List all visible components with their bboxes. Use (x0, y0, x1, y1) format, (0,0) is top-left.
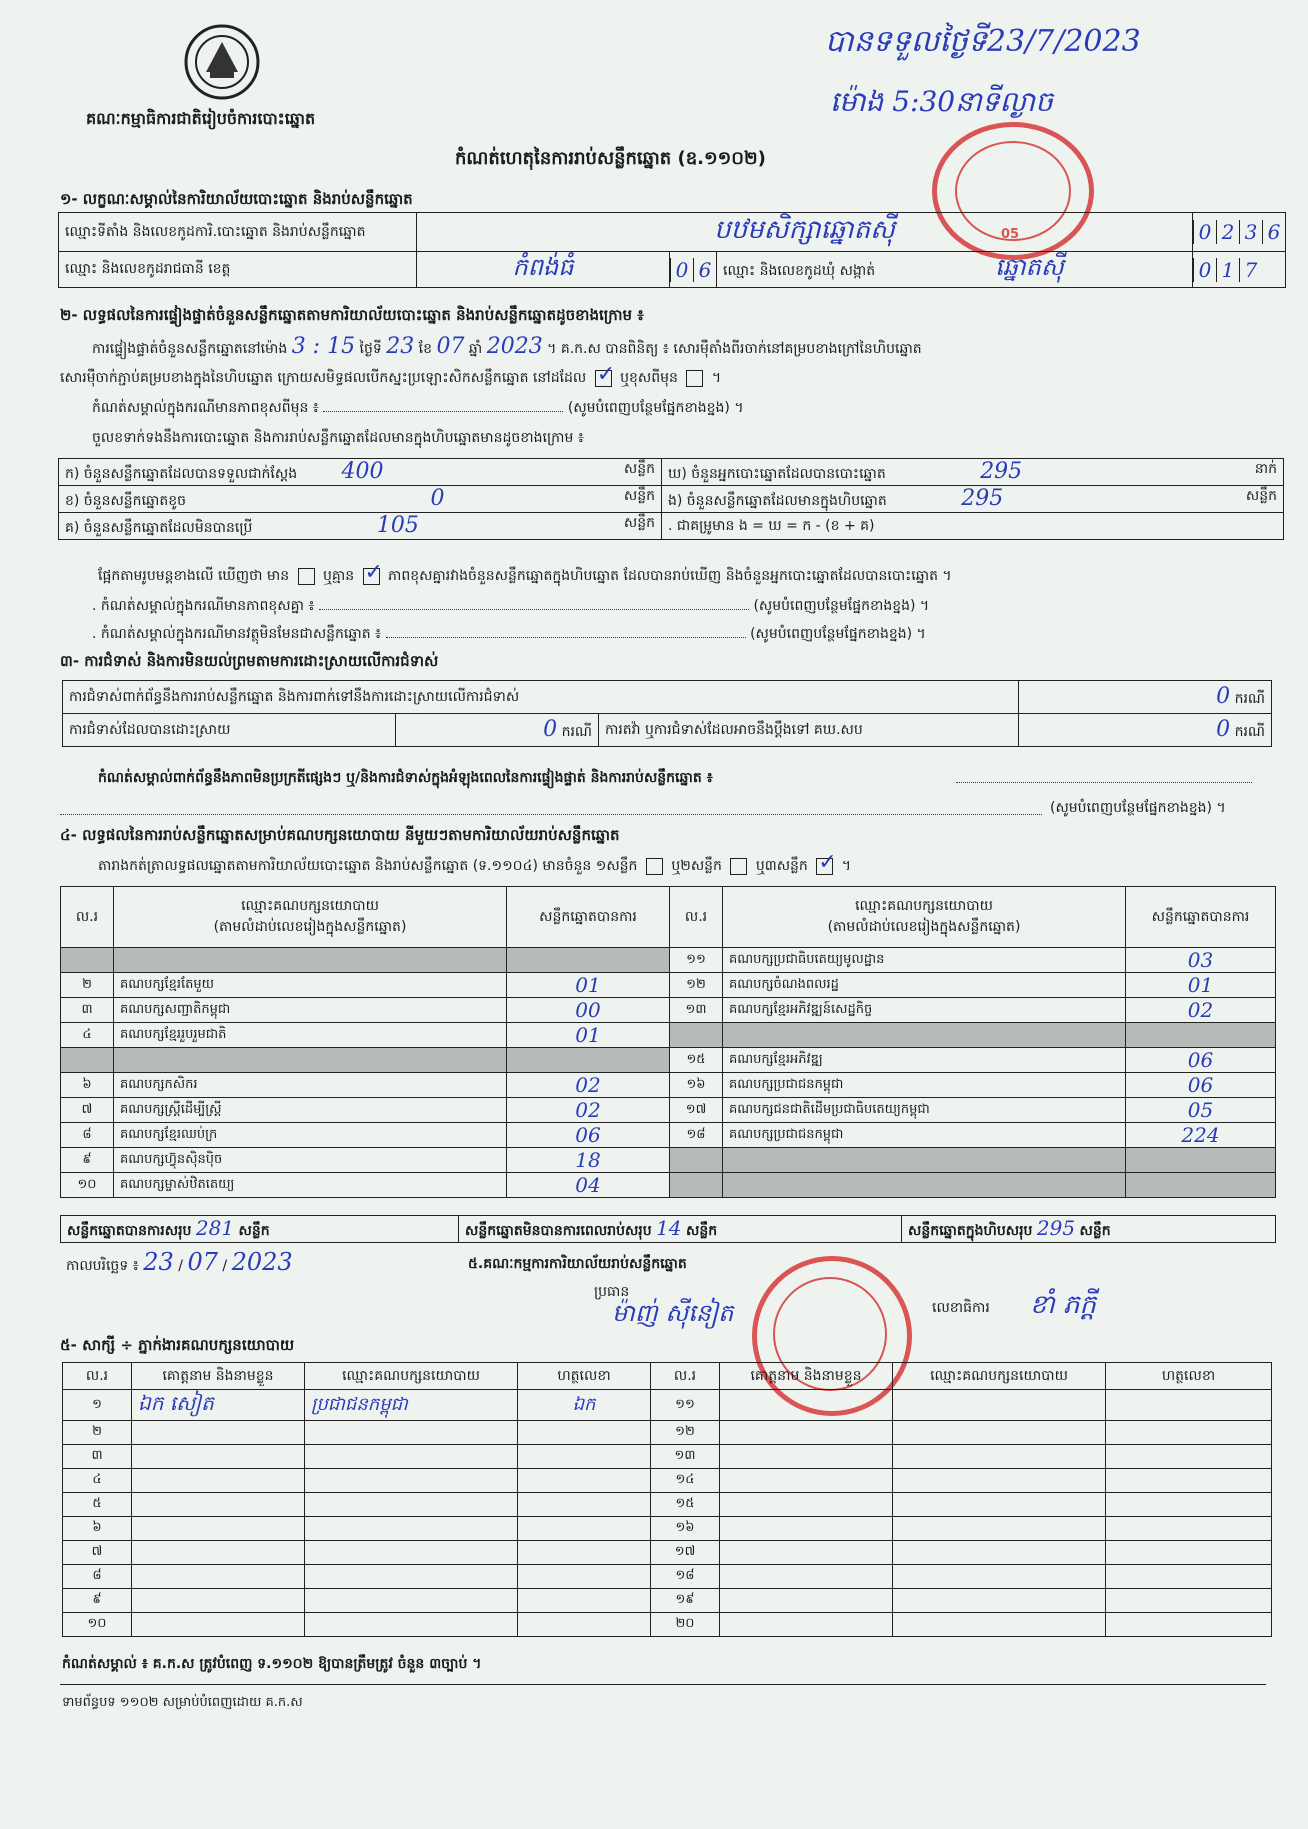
left-no-cell: ៨ (61, 1123, 114, 1148)
counts-table (58, 458, 1284, 540)
witness-name-left (132, 1445, 305, 1469)
witness-party-left (305, 1589, 518, 1613)
witness-name-right (720, 1421, 893, 1445)
objection-row2-value: 0 ករណី (396, 714, 599, 747)
left-votes-cell: 01 (507, 973, 670, 998)
right-votes-cell: 06 (1126, 1048, 1276, 1073)
witness-col-name-left: គោត្តនាម និងនាមខ្លួន (132, 1363, 305, 1390)
witness-party-left (305, 1493, 518, 1517)
witness-no-right: ១៥ (651, 1493, 720, 1517)
results-row (61, 1123, 1276, 1148)
witness-sign-right (1106, 1445, 1272, 1469)
commune-value: ឆ្នោតស៊ី (995, 253, 1064, 281)
witness-sign-left: ឯក (518, 1390, 651, 1421)
section1-title: ១- លក្ខណៈសម្គាល់នៃការិយាល័យបោះឆ្នោត និងរាប់សន្លឹកឆ្នោត (60, 190, 413, 208)
seal-check-line: សោរម៉ឺចាក់ភ្ជាប់គម្របខាងក្នុងនៃហិបឆ្នោត ក្រោយសមិទ្ធផលបើកស្នះប្រឡោះសិកសន្លឹកឆ្នោត នៅដដែល ✓ ឬខុសពីមុន ។ (60, 368, 721, 389)
results-row (61, 1023, 1276, 1048)
left-no-cell: ៦ (61, 1073, 114, 1098)
left-party-cell: គណបក្សស្រ្តីដើម្បីស្ត្រី (114, 1098, 507, 1123)
right-no-cell: ១២ (670, 973, 723, 998)
witness-row (63, 1390, 1272, 1421)
witness-col-name-right: គោត្តនាម និងនាមខ្លួន (720, 1363, 893, 1390)
witness-no-left: ៧ (63, 1541, 132, 1565)
right-no-cell (670, 1023, 723, 1048)
footer-note: កំណត់សម្គាល់ ៖ គ.ក.ស ត្រូវបំពេញ ទ.១១០២ ឱ្យបានត្រឹមត្រូវ ចំនួន ៣ច្បាប់ ។ (62, 1656, 482, 1672)
col-votes-right: សន្លឹកឆ្នោតបានការ (1126, 887, 1276, 948)
results-row (61, 973, 1276, 998)
valid-total: សន្លឹកឆ្នោតបានការសរុប 281 សន្លឹក (61, 1216, 459, 1243)
witness-no-left: ៨ (63, 1565, 132, 1589)
witness-row (63, 1565, 1272, 1589)
left-votes-cell: 02 (507, 1073, 670, 1098)
witness-party-right (893, 1613, 1106, 1637)
count-row-d: ឃ) ចំនួនអ្នកបោះឆ្នោតដែលបានបោះឆ្នោត 295 នាក់ (662, 459, 1284, 486)
right-votes-cell (1126, 1023, 1276, 1048)
objection-row1-label: ការជំទាស់ពាក់ព័ន្ធនឹងការរាប់សន្លឹកឆ្នោត និងការពាក់ទៅនឹងការដោះស្រាយលើការជំទាស់ (63, 681, 1019, 714)
results-table (60, 886, 1276, 1198)
commune-label: ឈ្មោះ និងលេខកូដឃុំ សង្កាត់ (723, 263, 876, 279)
witness-party-left (305, 1421, 518, 1445)
witness-name-right (720, 1493, 893, 1517)
left-no-cell: ៣ (61, 998, 114, 1023)
left-party-cell: គណបក្សកសិករ (114, 1073, 507, 1098)
verify-time: 3 : 15 (291, 334, 356, 359)
witness-name-left (132, 1613, 305, 1637)
witness-party-right (893, 1445, 1106, 1469)
witness-no-left: ២ (63, 1421, 132, 1445)
witness-party-right (893, 1517, 1106, 1541)
witness-no-left: ៥ (63, 1493, 132, 1517)
witness-sign-right (1106, 1493, 1272, 1517)
witness-party-left: ប្រជាជនកម្ពុជា (305, 1390, 518, 1421)
secretary-signature: ខាំ ភក្តី (1030, 1290, 1097, 1320)
right-party-cell (723, 1148, 1126, 1173)
count-row-b: ខ) ចំនួនសន្លឹកឆ្នោតខូច 0 សន្លឹក (59, 486, 662, 513)
right-party-cell: គណបក្សចំណងពលរដ្ឋ (723, 973, 1126, 998)
verify-line: ការផ្ទៀងផ្ទាត់ចំនួនសន្លឹកឆ្នោតនៅម៉ោង 3 : 15 ថ្ងៃទី 23 ខែ 07 ឆ្នាំ 2023 ។ គ.ក.ស បានពិនិត្យ ៖ សោរម៉ឺតាំងពីរចាក់នៅគម្របខាងក្រៅនៃហិបឆ្នោត (92, 334, 922, 359)
witness-sign-right (1106, 1565, 1272, 1589)
left-votes-cell: 01 (507, 1023, 670, 1048)
witness-no-right: ១៦ (651, 1517, 720, 1541)
three-sheets-checkbox[interactable] (816, 858, 833, 875)
right-votes-cell (1126, 1148, 1276, 1173)
witness-no-right: ១២ (651, 1421, 720, 1445)
footer-form-ref: ទាមព័ន្ធបទ ១១០២ សម្រាប់បំពេញដោយ គ.ក.ស (62, 1695, 303, 1710)
witness-sign-right (1106, 1421, 1272, 1445)
witness-party-left (305, 1541, 518, 1565)
objections-table (62, 680, 1272, 747)
right-no-cell (670, 1173, 723, 1198)
witness-name-right (720, 1517, 893, 1541)
witness-name-left (132, 1589, 305, 1613)
commune-code: 0 1 7 (1193, 252, 1286, 288)
witness-sign-right (1106, 1589, 1272, 1613)
witness-sign-right (1106, 1517, 1272, 1541)
witness-name-right (720, 1469, 893, 1493)
witness-sign-right (1106, 1390, 1272, 1421)
received-note-line1: បានទទួលថ្ងៃទី23/7/2023 (825, 24, 1141, 59)
witness-sign-right (1106, 1613, 1272, 1637)
witness-sign-left (518, 1445, 651, 1469)
witness-name-left (132, 1469, 305, 1493)
witness-party-right (893, 1469, 1106, 1493)
witness-row (63, 1517, 1272, 1541)
witness-row (63, 1541, 1272, 1565)
secretary-label: លេខាធិការ (932, 1300, 990, 1316)
left-party-cell: គណបក្សខ្មែរតែមួយ (114, 973, 507, 998)
witness-col-party-left: ឈ្មោះគណបក្សនយោបាយ (305, 1363, 518, 1390)
count-row-e: ង) ចំនួនសន្លឹកឆ្នោតដែលមានក្នុងហិបឆ្នោត 295 សន្លឹក (662, 486, 1284, 513)
witness-row (63, 1613, 1272, 1637)
left-votes-cell: 02 (507, 1098, 670, 1123)
witness-row (63, 1589, 1272, 1613)
witness-sign-left (518, 1517, 651, 1541)
counting-committee-label: ៥.គណៈកម្មការការិយាល័យរាប់សន្លឹកឆ្នោត (468, 1256, 687, 1272)
witness-sign-left (518, 1565, 651, 1589)
form-title: កំណត់ហេតុនៃការរាប់សន្លឹកឆ្នោត (ឧ.១១០២) (455, 148, 766, 169)
witness-party-right (893, 1541, 1106, 1565)
witness-no-left: ៣ (63, 1445, 132, 1469)
right-party-cell: គណបក្សប្រជាជនកម្ពុជា (723, 1123, 1126, 1148)
objection-note-dots (956, 782, 1252, 783)
left-votes-cell (507, 948, 670, 973)
left-votes-cell (507, 1048, 670, 1073)
results-row (61, 1173, 1276, 1198)
witness-sign-left (518, 1421, 651, 1445)
witness-name-right (720, 1613, 893, 1637)
witness-party-left (305, 1613, 518, 1637)
counts-intro: ចួលខទាក់ទងនឹងការបោះឆ្នោត និងការរាប់សន្លឹកឆ្នោតដែលមានក្នុងហិបឆ្នោតមានដូចខាងក្រោម ៖ (92, 430, 584, 446)
results-row (61, 948, 1276, 973)
col-party-right: ឈ្មោះគណបក្សនយោបាយ (តាមលំដាប់លេខរៀងក្នុងសន្លឹកឆ្នោត) (723, 887, 1126, 948)
province-code: 0 6 (670, 252, 717, 288)
witness-no-right: ១៩ (651, 1589, 720, 1613)
right-no-cell: ១៥ (670, 1048, 723, 1073)
station-value: បឋមសិក្សាឆ្នោតស៊ី (417, 213, 1193, 252)
witness-no-left: ៦ (63, 1517, 132, 1541)
results-row (61, 998, 1276, 1023)
difference-yes-checkbox[interactable] (298, 568, 315, 585)
witness-name-left (132, 1493, 305, 1517)
all-total: សន្លឹកឆ្នោតក្នុងហិបសរុប 295 សន្លឹក (902, 1216, 1276, 1243)
col-no-right: ល.រ (670, 887, 723, 948)
left-votes-cell: 04 (507, 1173, 670, 1198)
witness-col-sign-left: ហត្ថលេខា (518, 1363, 651, 1390)
station-label: ឈ្មោះទីតាំង និងលេខកូដការិ.បោះឆ្នោត និងរាប់សន្លឹកឆ្នោត (59, 213, 417, 252)
right-no-cell: ១៧ (670, 1098, 723, 1123)
left-no-cell (61, 1048, 114, 1073)
one-sheet-checkbox[interactable] (646, 858, 663, 875)
right-party-cell: គណបក្សជនជាតិដើមប្រជាធិបតេយ្យកម្ពុជា (723, 1098, 1126, 1123)
committee-name: គណៈកម្មាធិការជាតិរៀបចំការបោះឆ្នោត (86, 109, 316, 128)
totals-table (60, 1215, 1276, 1243)
witness-party-right (893, 1565, 1106, 1589)
witness-party-left (305, 1445, 518, 1469)
left-votes-cell: 00 (507, 998, 670, 1023)
count-row-c: គ) ចំនួនសន្លឹកឆ្នោតដែលមិនបានប្រើ 105 សន្លឹក (59, 513, 662, 540)
formula-cell: . ជាគម្រូមាន ង = ឃ = ក - (ខ + គ) (662, 513, 1284, 540)
witness-sign-left (518, 1613, 651, 1637)
two-sheets-checkbox[interactable] (730, 858, 747, 875)
witness-sign-right (1106, 1541, 1272, 1565)
left-no-cell: ២ (61, 973, 114, 998)
witness-no-right: ១៣ (651, 1445, 720, 1469)
witness-name-right (720, 1541, 893, 1565)
witness-table (62, 1362, 1272, 1637)
difference-no-checkbox[interactable] (363, 568, 380, 585)
section3-title: ៣- ការជំទាស់ និងការមិនយល់ព្រមតាមការដោះស្រាយលើការជំទាស់ (60, 652, 439, 670)
province-label: ឈ្មោះ និងលេខកូដរាជធានី ខេត្ត (59, 252, 417, 288)
witness-sign-left (518, 1589, 651, 1613)
difference-check-line: ផ្អែកតាមរូបមន្តខាងលើ ឃើញថា មាន ឬគ្មាន ✓ ភាពខុសគ្នារវាងចំនួនសន្លឹកឆ្នោតក្នុងហិបឆ្នោត ដែលបានរាប់ឃើញ និងចំនួនអ្នកបោះឆ្នោតដែលបានបោះឆ្នោត ។ (98, 566, 952, 587)
witness-party-right (893, 1390, 1106, 1421)
witness-col-sign-right: ហត្ថលេខា (1106, 1363, 1272, 1390)
left-votes-cell: 06 (507, 1123, 670, 1148)
right-party-cell: គណបក្សខ្មែរអភិវឌ្ឍន៍សេដ្ឋកិច្ច (723, 998, 1126, 1023)
objection-row2b-label: ការតវ៉ា ឬការជំទាស់ដែលអាចនឹងប្តឹងទៅ គឃ.សប (599, 714, 1019, 747)
left-party-cell: គណបក្សហ៊្វុនស៊ិនប៉ិច (114, 1148, 507, 1173)
witness-no-right: ១៧ (651, 1541, 720, 1565)
right-party-cell: គណបក្សប្រជាជនកម្ពុជា (723, 1073, 1126, 1098)
results-row (61, 1073, 1276, 1098)
right-no-cell: ១៨ (670, 1123, 723, 1148)
witness-no-right: ១១ (651, 1390, 720, 1421)
right-no-cell (670, 1148, 723, 1173)
witness-col-no-right: ល.រ (651, 1363, 720, 1390)
right-party-cell: គណបក្សប្រជាធិបតេយ្យមូលដ្ឋាន (723, 948, 1126, 973)
witness-sign-left (518, 1469, 651, 1493)
station-info-table (58, 212, 1286, 288)
col-no-left: ល.រ (61, 887, 114, 948)
results-row (61, 1148, 1276, 1173)
committee-emblem-icon (182, 22, 262, 102)
witness-sign-left (518, 1493, 651, 1517)
left-party-cell (114, 1048, 507, 1073)
witness-no-left: ៤ (63, 1469, 132, 1493)
witness-name-left (132, 1517, 305, 1541)
witness-row (63, 1445, 1272, 1469)
witness-row (63, 1469, 1272, 1493)
left-party-cell: គណបក្សខ្មែរឈប់ក្រ (114, 1123, 507, 1148)
witness-name-left (132, 1421, 305, 1445)
col-votes-left: សន្លឹកឆ្នោតបានការ (507, 887, 670, 948)
witness-name-right (720, 1565, 893, 1589)
right-votes-cell: 224 (1126, 1123, 1276, 1148)
note-foreign-objects: . កំណត់សម្គាល់ក្នុងករណីមានវត្ថុមិនមែនជាសន្លឹកឆ្នោត ៖ (សូមបំពេញបន្ថែមផ្នែកខាងខ្នង) ។ (92, 626, 926, 642)
results-row (61, 1098, 1276, 1123)
left-no-cell (61, 948, 114, 973)
objection-note-dots2 (60, 814, 1042, 815)
left-no-cell: ៩ (61, 1148, 114, 1173)
witness-name-left (132, 1541, 305, 1565)
objection-row2b-value: 0 ករណី (1019, 714, 1272, 747)
witness-col-no-left: ល.រ (63, 1363, 132, 1390)
left-party-cell: គណបក្សម្ចាស់ឋិតតេយ្យ (114, 1173, 507, 1198)
station-code: 0 2 3 6 (1193, 213, 1286, 252)
right-no-cell: ១៣ (670, 998, 723, 1023)
left-votes-cell: 18 (507, 1148, 670, 1173)
left-no-cell: ១០ (61, 1173, 114, 1198)
province-value: កំពង់ធំ (417, 252, 670, 288)
witness-no-left: ៩ (63, 1589, 132, 1613)
chair-label: ប្រធាន (594, 1284, 630, 1300)
objection-note: កំណត់សម្គាល់ពាក់ព័ន្ធនឹងភាពមិនប្រក្រតីផ្សេងៗ ឬ/និងការជំទាស់ក្នុងអំឡុងពេលនៃការផ្ទៀងផ្ទាត់ និងការរាប់សន្លឹកឆ្នោត ៖ (98, 770, 713, 786)
seal-intact-checkbox[interactable] (595, 370, 612, 387)
footer-rule (60, 1684, 1266, 1685)
right-no-cell: ១១ (670, 948, 723, 973)
witness-party-right (893, 1589, 1106, 1613)
right-party-cell: គណបក្សខ្មែរអភិវឌ្ឍ (723, 1048, 1126, 1073)
results-row (61, 1048, 1276, 1073)
witness-name-right (720, 1445, 893, 1469)
right-votes-cell (1126, 1173, 1276, 1198)
objection-row1-value: 0 ករណី (1019, 681, 1272, 714)
left-party-cell (114, 948, 507, 973)
right-votes-cell: 02 (1126, 998, 1276, 1023)
witness-sign-left (518, 1541, 651, 1565)
right-votes-cell: 06 (1126, 1073, 1276, 1098)
witness-name-right (720, 1390, 893, 1421)
received-note-line2: ម៉ោង 5:30នាទីល្ងាច (830, 85, 1053, 118)
note-difference: . កំណត់សម្គាល់ក្នុងករណីមានភាពខុសគ្នា ៖ (សូមបំពេញបន្ថែមផ្នែកខាងខ្នង) ។ (92, 598, 930, 614)
stamp-number: 05 (1001, 227, 1020, 242)
right-votes-cell: 03 (1126, 948, 1276, 973)
witness-row (63, 1493, 1272, 1517)
left-party-cell: គណបក្សខ្មែររួបរួមជាតិ (114, 1023, 507, 1048)
left-no-cell: ៧ (61, 1098, 114, 1123)
col-party-left: ឈ្មោះគណបក្សនយោបាយ (តាមលំដាប់លេខរៀងក្នុងសន្លឹកឆ្នោត) (114, 887, 507, 948)
section4-title: ៤- លទ្ធផលនៃការរាប់សន្លឹកឆ្នោតសម្រាប់គណបក្សនយោបាយ នីមួយៗតាមការិយាល័យរាប់សន្លឹកឆ្នោត (60, 826, 620, 844)
witness-col-party-right: ឈ្មោះគណបក្សនយោបាយ (893, 1363, 1106, 1390)
witness-row (63, 1421, 1272, 1445)
objection-row2-label: ការជំទាស់ដែលបានដោះស្រាយ (63, 714, 396, 747)
seal-damaged-checkbox[interactable] (686, 370, 703, 387)
right-party-cell (723, 1173, 1126, 1198)
objection-fill-back: (សូមបំពេញបន្ថែមផ្នែកខាងខ្នង) ។ (1050, 800, 1226, 816)
witness-no-right: ១៤ (651, 1469, 720, 1493)
witness-sign-right (1106, 1469, 1272, 1493)
witness-name-right (720, 1589, 893, 1613)
witness-party-right (893, 1421, 1106, 1445)
witness-no-left: ១ (63, 1390, 132, 1421)
section2-title: ២- លទ្ធផលនៃការផ្ទៀងផ្ទាត់ចំនួនសន្លឹកឆ្នោតតាមការិយាល័យបោះឆ្នោត និងរាប់សន្លឹកឆ្នោតដូចខាងក្រោម ៖ (60, 306, 644, 324)
attachment-line: តារាងកត់ត្រាលទ្ធផលឆ្នោតតាមការិយាល័យបោះឆ្នោត និងរាប់សន្លឹកឆ្នោត (ទ.១១០៤) មានចំនួន ១សន្លឹក ឬ២សន្លឹក ឬ៣សន្លឹក ✓ ។ (98, 856, 851, 877)
left-party-cell: គណបក្សសញ្ជាតិកម្ពុជា (114, 998, 507, 1023)
right-party-cell (723, 1023, 1126, 1048)
witness-no-left: ១០ (63, 1613, 132, 1637)
date-line: កាលបរិច្ឆេទ ៖ 23 / 07 / 2023 (66, 1248, 293, 1276)
witness-party-left (305, 1565, 518, 1589)
witness-name-left (132, 1565, 305, 1589)
witness-party-left (305, 1469, 518, 1493)
right-votes-cell: 05 (1126, 1098, 1276, 1123)
left-no-cell: ៤ (61, 1023, 114, 1048)
witness-no-right: ២០ (651, 1613, 720, 1637)
section5-title: ៥- សាក្សី ÷ ភ្នាក់ងារគណបក្សនយោបាយ (60, 1336, 295, 1354)
witness-name-left: ឯក សៀត (132, 1390, 305, 1421)
count-row-a: ក) ចំនួនសន្លឹកឆ្នោតដែលបានទទួលជាក់ស្តែង 400 សន្លឹក (59, 459, 662, 486)
right-votes-cell: 01 (1126, 973, 1276, 998)
right-no-cell: ១៦ (670, 1073, 723, 1098)
witness-no-right: ១៨ (651, 1565, 720, 1589)
diff-note-line: កំណត់សម្គាល់ក្នុងករណីមានភាពខុសពីមុន ៖ (សូមបំពេញបន្ថែមផ្នែកខាងខ្នង) ។ (92, 400, 744, 416)
commune-cell (717, 252, 1193, 288)
witness-party-right (893, 1493, 1106, 1517)
invalid-total: សន្លឹកឆ្នោតមិនបានការពេលរាប់សរុប 14 សន្លឹក (459, 1216, 902, 1243)
witness-party-left (305, 1517, 518, 1541)
chair-signature: ម៉ាញ់ ស៊ីនៀត (612, 1299, 734, 1327)
